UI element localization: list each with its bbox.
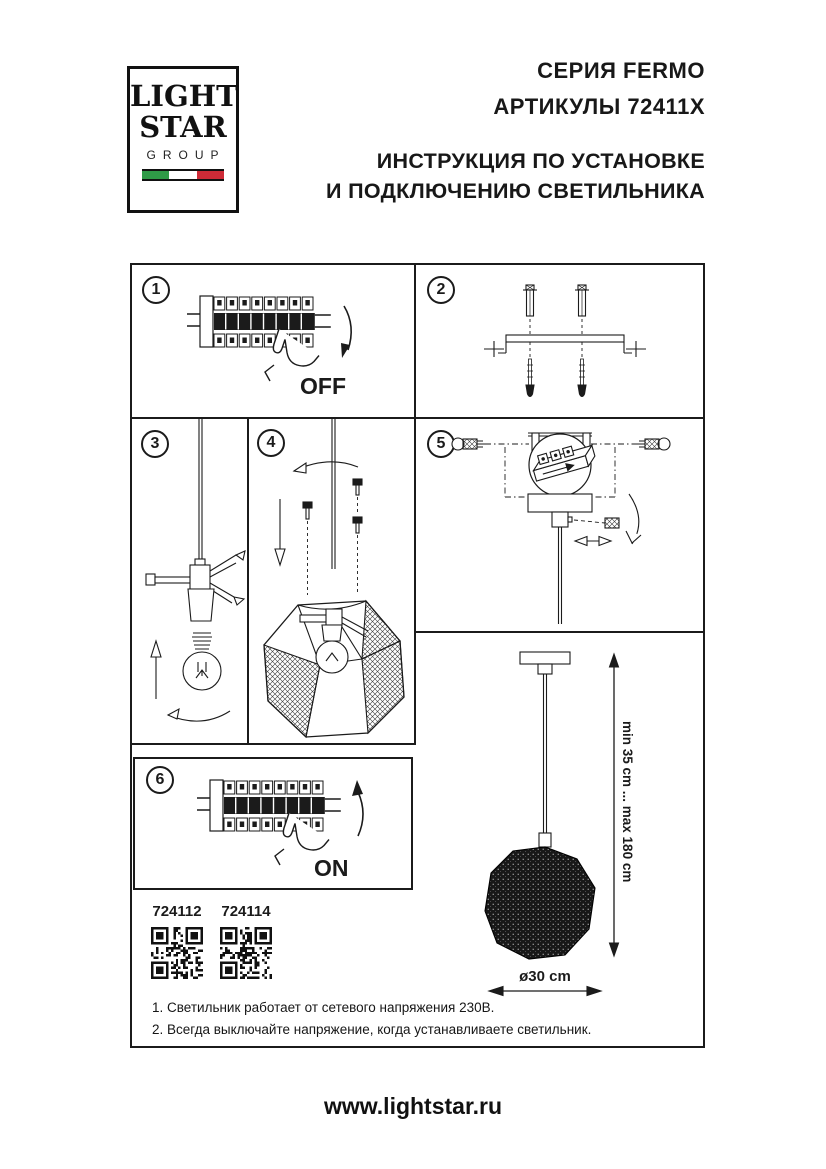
- step4-shade-assembly-diagram: [250, 419, 414, 745]
- logo-word-star: STAR: [139, 110, 227, 144]
- grid-line-step3-4: [247, 417, 249, 745]
- suspension-rod: [332, 419, 335, 569]
- logo-word-group: GROUP: [146, 148, 226, 162]
- screw-icon: [452, 438, 485, 450]
- step1-number: 1: [142, 276, 170, 304]
- small-screw-icon: [353, 517, 362, 533]
- step3-number: 3: [141, 430, 169, 458]
- up-arrow-icon: [358, 792, 363, 836]
- step2-number: 2: [427, 276, 455, 304]
- diameter-label: ø30 cm: [519, 968, 571, 985]
- step4-number: 4: [257, 429, 285, 457]
- screw-icon: [578, 359, 586, 397]
- wall-anchor-icon: [575, 285, 589, 316]
- series-title: СЕРИЯ FERMO: [537, 58, 705, 83]
- set-screw-icon: [605, 518, 619, 528]
- pendant-dimension-diagram: [417, 633, 705, 1048]
- step6-breaker-on-diagram: [196, 772, 371, 884]
- small-screw-icon: [353, 479, 362, 495]
- step6-on-label: ON: [314, 855, 349, 881]
- height-dimension: [610, 654, 636, 956]
- step1-breaker-off-diagram: [186, 288, 361, 400]
- safety-notes: [152, 997, 591, 1041]
- height-range-label: min 35 cm ... max 180 cm: [620, 721, 635, 883]
- small-screw-icon: [303, 502, 312, 519]
- diameter-dimension: [489, 968, 601, 996]
- qr-code-1: [151, 927, 203, 979]
- footer-website: www.lightstar.ru: [323, 1093, 503, 1119]
- wall-anchor-icon: [523, 285, 537, 316]
- product-code-2: 724114: [221, 903, 271, 920]
- step5-number: 5: [427, 430, 455, 458]
- instruction-title-line2: И ПОДКЛЮЧЕНИЮ СВЕТИЛЬНИКА: [326, 179, 705, 203]
- product-code-1: 724112: [152, 903, 202, 920]
- screw-icon: [637, 438, 670, 450]
- suspension-rod: [199, 419, 202, 567]
- lightstar-logo: [127, 66, 239, 213]
- document-header: [326, 58, 705, 206]
- qr-code-2: [220, 927, 272, 979]
- grid-line-col: [414, 263, 416, 743]
- light-bulb-icon: [183, 633, 221, 690]
- note-line-2: 2. Всегда выключайте напряжение, когда устанавливаете светильник.: [152, 1022, 592, 1037]
- double-arrow-icon: [575, 537, 611, 546]
- italian-flag-icon: [142, 169, 224, 181]
- note-line-1: 1. Светильник работает от сетевого напряжения 230В.: [152, 1000, 495, 1015]
- instruction-title-line1: ИНСТРУКЦИЯ ПО УСТАНОВКЕ: [376, 149, 705, 173]
- step1-off-label: OFF: [300, 373, 346, 399]
- screw-icon: [526, 359, 534, 397]
- rod: [559, 527, 562, 624]
- step3-socket-bulb-diagram: [132, 419, 246, 745]
- instruction-title: [326, 146, 705, 206]
- canopy-base: [528, 494, 592, 512]
- octagon-shade-icon: [485, 847, 595, 959]
- ceiling-plate: [520, 652, 570, 664]
- mounting-bracket-icon: [484, 335, 646, 357]
- logo-word-light: LIGHT: [130, 79, 238, 113]
- step6-number: 6: [146, 766, 174, 794]
- down-arrow-icon: [344, 306, 351, 350]
- rod: [544, 674, 547, 833]
- socket-spider-bracket: [146, 551, 245, 621]
- faceted-shade-icon: [264, 601, 404, 737]
- step5-canopy-diagram: [417, 419, 705, 631]
- articles-line: АРТИКУЛЫ 72411X: [493, 94, 705, 119]
- step2-bracket-diagram: [440, 275, 690, 410]
